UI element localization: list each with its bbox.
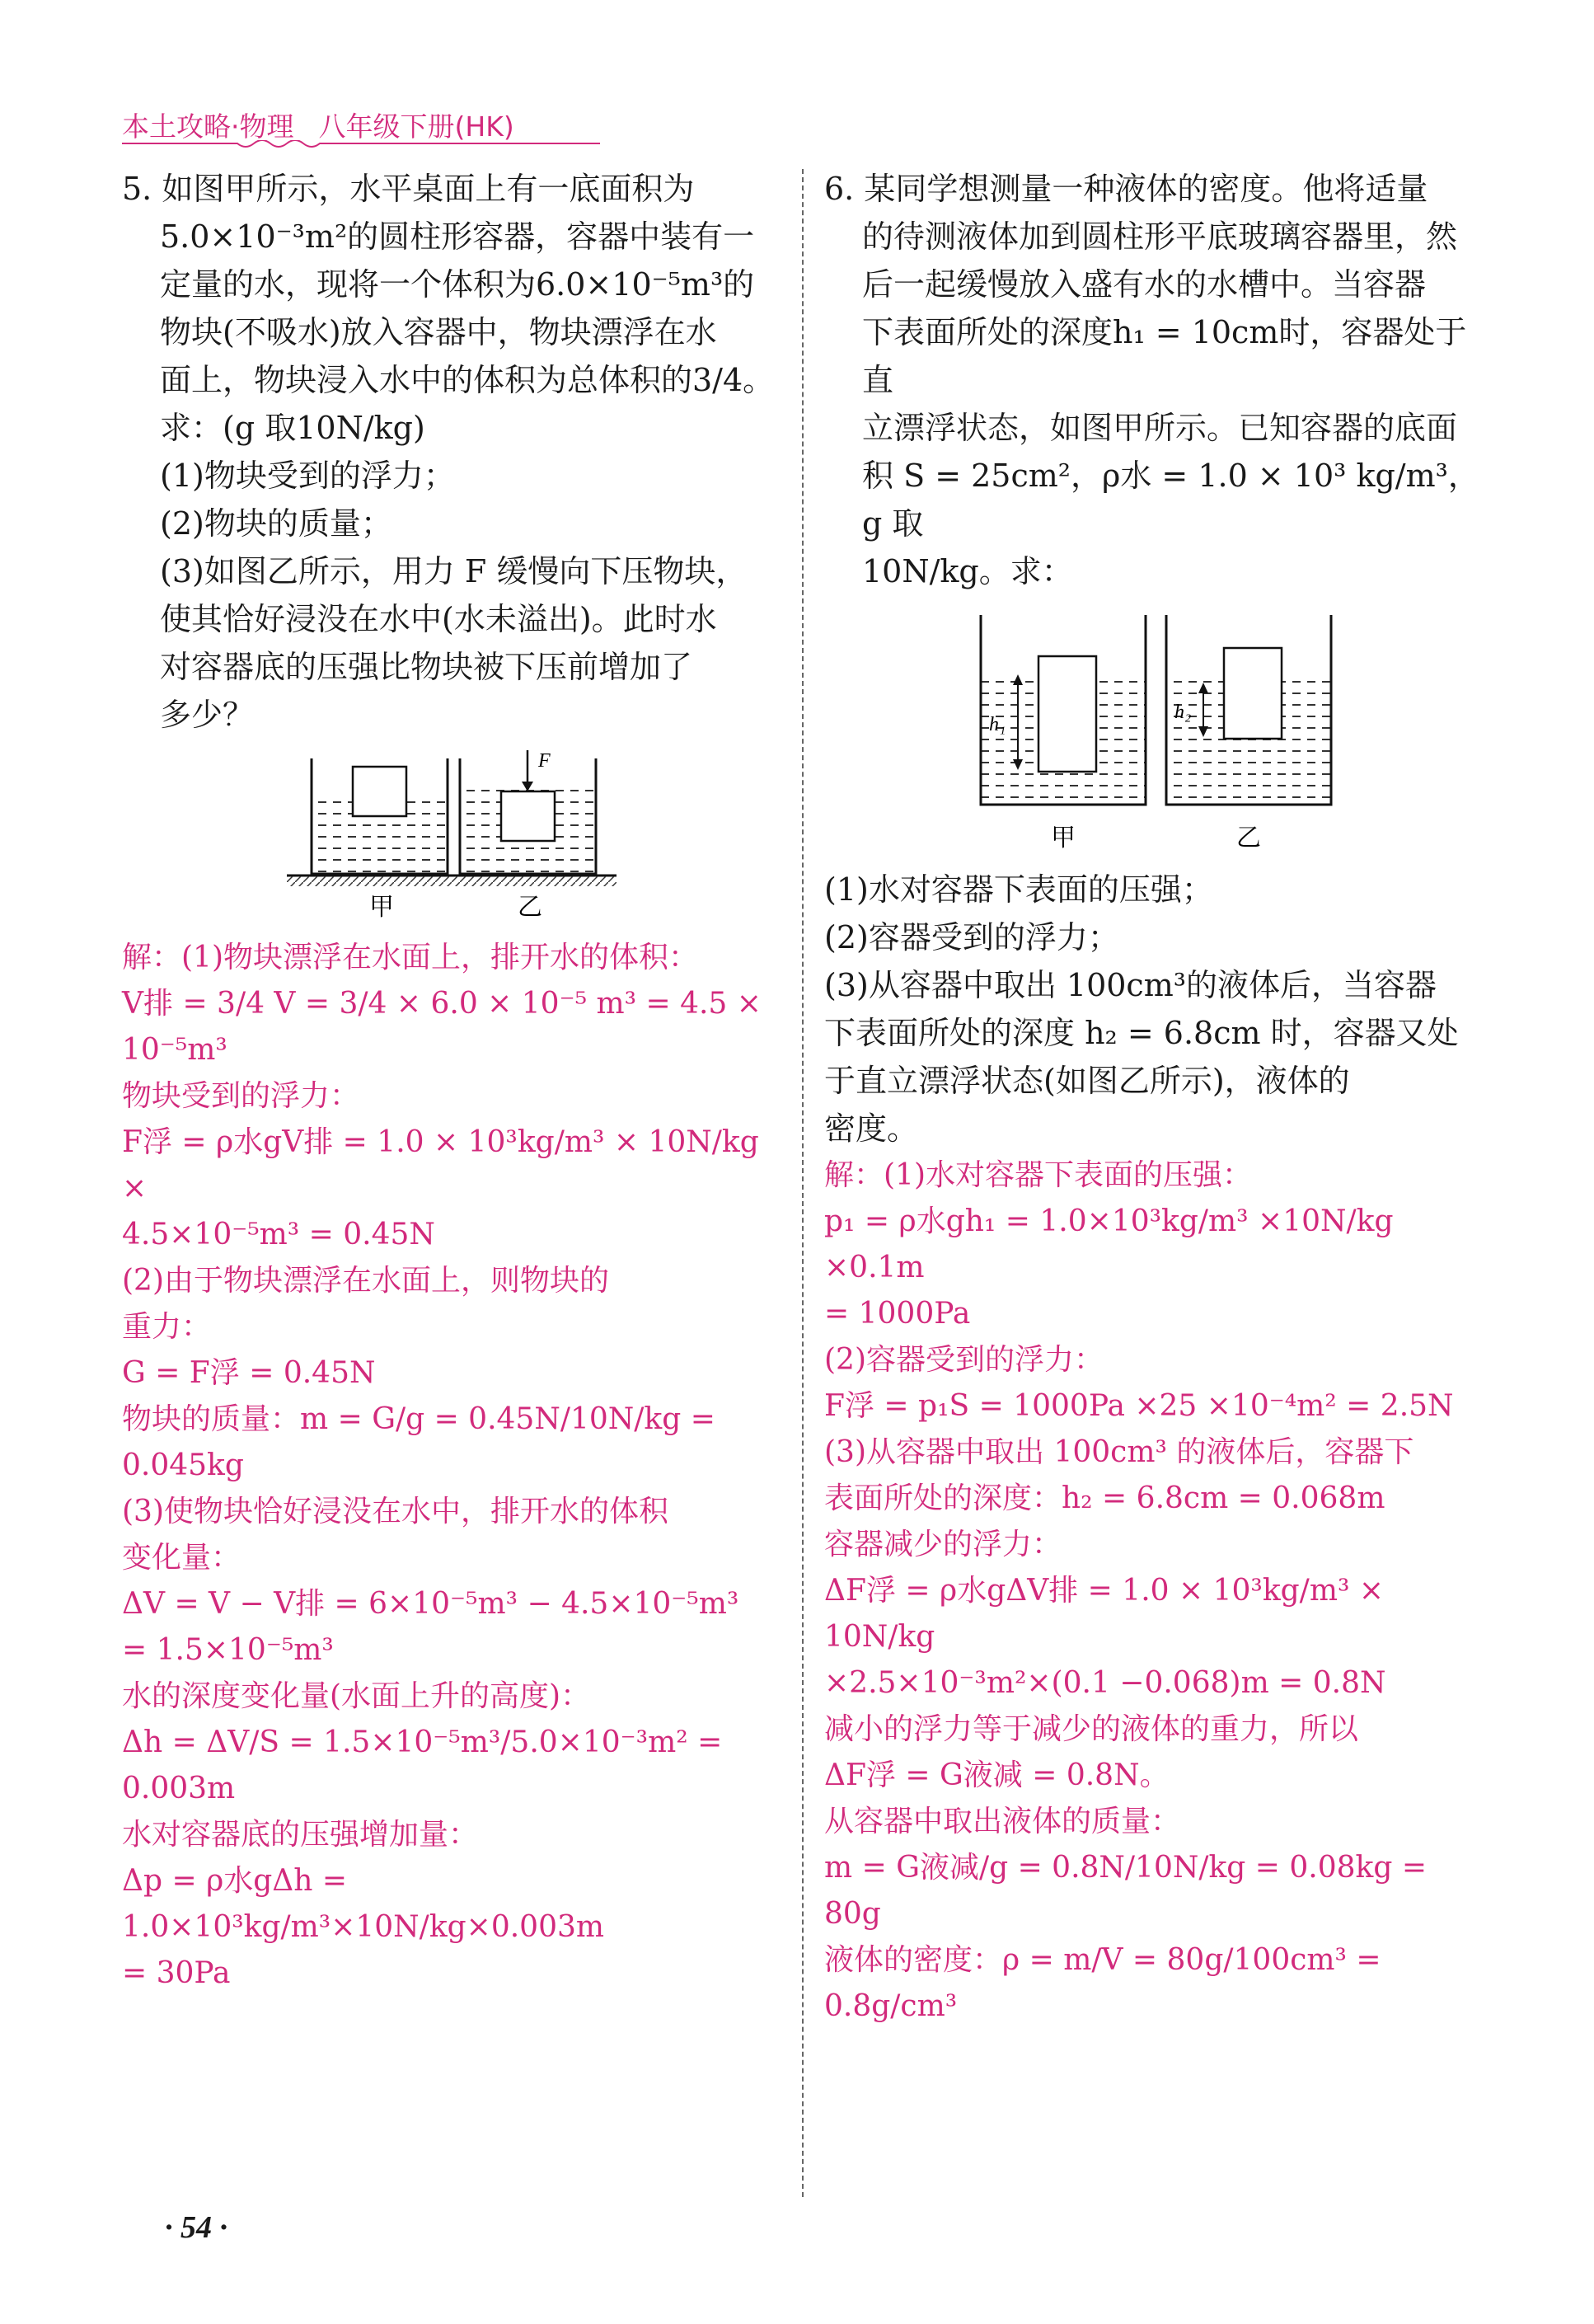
q6-answer-line: 从容器中取出液体的质量： — [824, 1805, 1181, 1838]
q6-figure — [964, 607, 1343, 854]
force-label: F — [538, 750, 551, 772]
page-number: · 54 · — [165, 2210, 227, 2245]
q5-line: (1)物块受到的浮力； — [160, 458, 455, 494]
column-divider — [802, 169, 804, 2197]
q6-answer-line: 液体的密度：ρ = m/V = 80g/100cm³ = 0.8g/cm³ — [824, 1943, 1381, 2023]
q6-sub-line: (2)容器受到的浮力； — [824, 919, 1119, 955]
q5-answer-line: 水对容器底的压强增加量： — [122, 1818, 479, 1852]
q5-line: 求：(g 取10N/kg) — [160, 410, 425, 446]
q5-line: 5.0×10⁻³m²的圆柱形容器，容器中装有一 — [160, 218, 755, 255]
question-6-text — [824, 165, 1484, 595]
q5-line: 对容器底的压强比物块被下压前增加了 — [160, 649, 693, 685]
q5-answer-line: G = F浮 = 0.45N — [122, 1356, 376, 1390]
q6-sub-line: (3)从容器中取出 100cm³的液体后，当容器 — [824, 967, 1437, 1003]
q6-line: 立漂浮状态，如图甲所示。已知容器的底面 — [862, 410, 1458, 446]
q6-sub-line: 密度。 — [824, 1110, 919, 1147]
q5-answer-line: = 30Pa — [122, 1956, 231, 1990]
h1-label: h₁ — [989, 714, 1006, 735]
q6-answer-line: 减小的浮力等于减少的液体的重力，所以 — [824, 1712, 1359, 1746]
q5-answer-line: 水的深度变化量(水面上升的高度)： — [122, 1679, 591, 1713]
q5-answer-line: = 1.5×10⁻⁵m³ — [122, 1633, 334, 1667]
q6-answer-line: 容器减少的浮力： — [824, 1528, 1062, 1561]
q5-block-floating — [353, 767, 406, 816]
q5-line: 面上，物块浸入水中的体积为总体积的3/4。 — [160, 362, 775, 398]
fig-label-jia: 甲 — [369, 893, 394, 922]
header-wavy-underline — [122, 140, 600, 152]
q6-container-jia — [1038, 656, 1096, 772]
h2-label: h₂ — [1174, 702, 1192, 723]
q5-answer-line: V排 = 3/4 V = 3/4 × 6.0 × 10⁻⁵ m³ = 4.5 × — [122, 987, 762, 1021]
q5-answer-line: (2)由于物块漂浮在水面上，则物块的 — [122, 1264, 609, 1298]
q6-answer-line: ΔF浮 = ρ水gΔV排 = 1.0 × 10³kg/m³ × 10N/kg — [824, 1574, 1384, 1654]
q5-answer-line: Δp = ρ水gΔh = 1.0×10³kg/m³×10N/kg×0.003m — [122, 1864, 605, 1944]
question-5 — [122, 165, 781, 1997]
q5-answer-line: 4.5×10⁻⁵m³ = 0.45N — [122, 1218, 435, 1251]
page-header — [122, 106, 514, 144]
fig-label-yi: 乙 — [518, 893, 542, 922]
q6-answer-line: 解：(1)水对容器下表面的压强： — [824, 1158, 1252, 1192]
q5-answer-line: 物块的质量：m = G/g = 0.45N/10N/kg = 0.045kg — [122, 1402, 715, 1482]
fig-label-yi: 乙 — [1236, 824, 1261, 852]
q6-answer-line: m = G液减/g = 0.8N/10N/kg = 0.08kg = 80g — [824, 1851, 1428, 1931]
q6-answer-line: 表面所处的深度：h₂ = 6.8cm = 0.068m — [824, 1481, 1385, 1515]
q6-answer-line: (2)容器受到的浮力： — [824, 1343, 1104, 1377]
q6-answer-line: F浮 = p₁S = 1000Pa ×25 ×10⁻⁴m² = 2.5N — [824, 1389, 1454, 1423]
q6-sub-questions — [824, 866, 1484, 1153]
q5-line: 多少？ — [160, 697, 255, 733]
q6-answer-line: ΔF浮 = G液减 = 0.8N。 — [824, 1758, 1170, 1792]
q5-line: 定量的水，现将一个体积为6.0×10⁻⁵m³的 — [160, 266, 755, 303]
book-series-title: 本土攻略·物理 — [122, 110, 294, 143]
q5-line: 物块(不吸水)放入容器中，物块漂浮在水 — [160, 314, 717, 350]
q6-answer-line: = 1000Pa — [824, 1297, 971, 1331]
q6-answer-line: (3)从容器中取出 100cm³ 的液体后，容器下 — [824, 1435, 1414, 1469]
q5-answer — [122, 935, 781, 1997]
q5-answer-line: 解：(1)物块漂浮在水面上，排开水的体积： — [122, 941, 698, 974]
q5-line: 5. 如图甲所示，水平桌面上有一底面积为 — [122, 171, 695, 207]
q6-sub-line: 于直立漂浮状态(如图乙所示)，液体的 — [824, 1063, 1350, 1099]
q6-sub-line: (1)水对容器下表面的压强； — [824, 871, 1213, 908]
q6-answer — [824, 1153, 1484, 2030]
q6-line: 6. 某同学想测量一种液体的密度。他将适量 — [824, 171, 1428, 207]
q6-answer-line: p₁ = ρ水gh₁ = 1.0×10³kg/m³ ×10N/kg ×0.1m — [824, 1204, 1394, 1284]
q5-answer-line: 10⁻⁵m³ — [122, 1033, 227, 1067]
grade-label: 八年级下册(HK) — [318, 110, 514, 143]
q5-answer-line: F浮 = ρ水gV排 = 1.0 × 10³kg/m³ × 10N/kg × — [122, 1125, 759, 1205]
q5-line: 使其恰好浸没在水中(水未溢出)。此时水 — [160, 601, 717, 637]
q6-answer-line: ×2.5×10⁻³m²×(0.1 −0.068)m = 0.8N — [824, 1666, 1386, 1700]
q5-answer-line: 物块受到的浮力： — [122, 1079, 360, 1113]
q6-line: 后一起缓慢放入盛有水的水槽中。当容器 — [862, 266, 1427, 303]
q6-line: 下表面所处的深度h₁ = 10cm时，容器处于直 — [862, 314, 1467, 398]
q5-block-submerged — [501, 791, 555, 841]
q6-container-yi — [1224, 648, 1282, 739]
q5-answer-line: ΔV = V − V排 = 6×10⁻⁵m³ − 4.5×10⁻⁵m³ — [122, 1587, 739, 1621]
q5-answer-line: 重力： — [122, 1310, 212, 1344]
question-6 — [824, 165, 1484, 2030]
question-5-text — [122, 165, 781, 739]
q5-line: (2)物块的质量； — [160, 505, 392, 542]
fig-label-jia: 甲 — [1051, 824, 1076, 852]
q5-figure — [287, 750, 617, 923]
q5-answer-line: (3)使物块恰好浸没在水中，排开水的体积 — [122, 1495, 668, 1528]
q6-line: 的待测液体加到圆柱形平底玻璃容器里，然 — [862, 218, 1458, 255]
q5-answer-line: Δh = ΔV/S = 1.5×10⁻⁵m³/5.0×10⁻³m² = 0.003m — [122, 1725, 723, 1805]
q5-answer-line: 变化量： — [122, 1541, 241, 1575]
q6-line: 10N/kg。求： — [862, 553, 1073, 589]
q5-line: (3)如图乙所示，用力 F 缓慢向下压物块， — [160, 553, 748, 589]
q6-line: 积 S = 25cm²，ρ水 = 1.0 × 10³ kg/m³，g 取 — [862, 458, 1479, 542]
q6-sub-line: 下表面所处的深度 h₂ = 6.8cm 时，容器又处 — [824, 1015, 1459, 1051]
